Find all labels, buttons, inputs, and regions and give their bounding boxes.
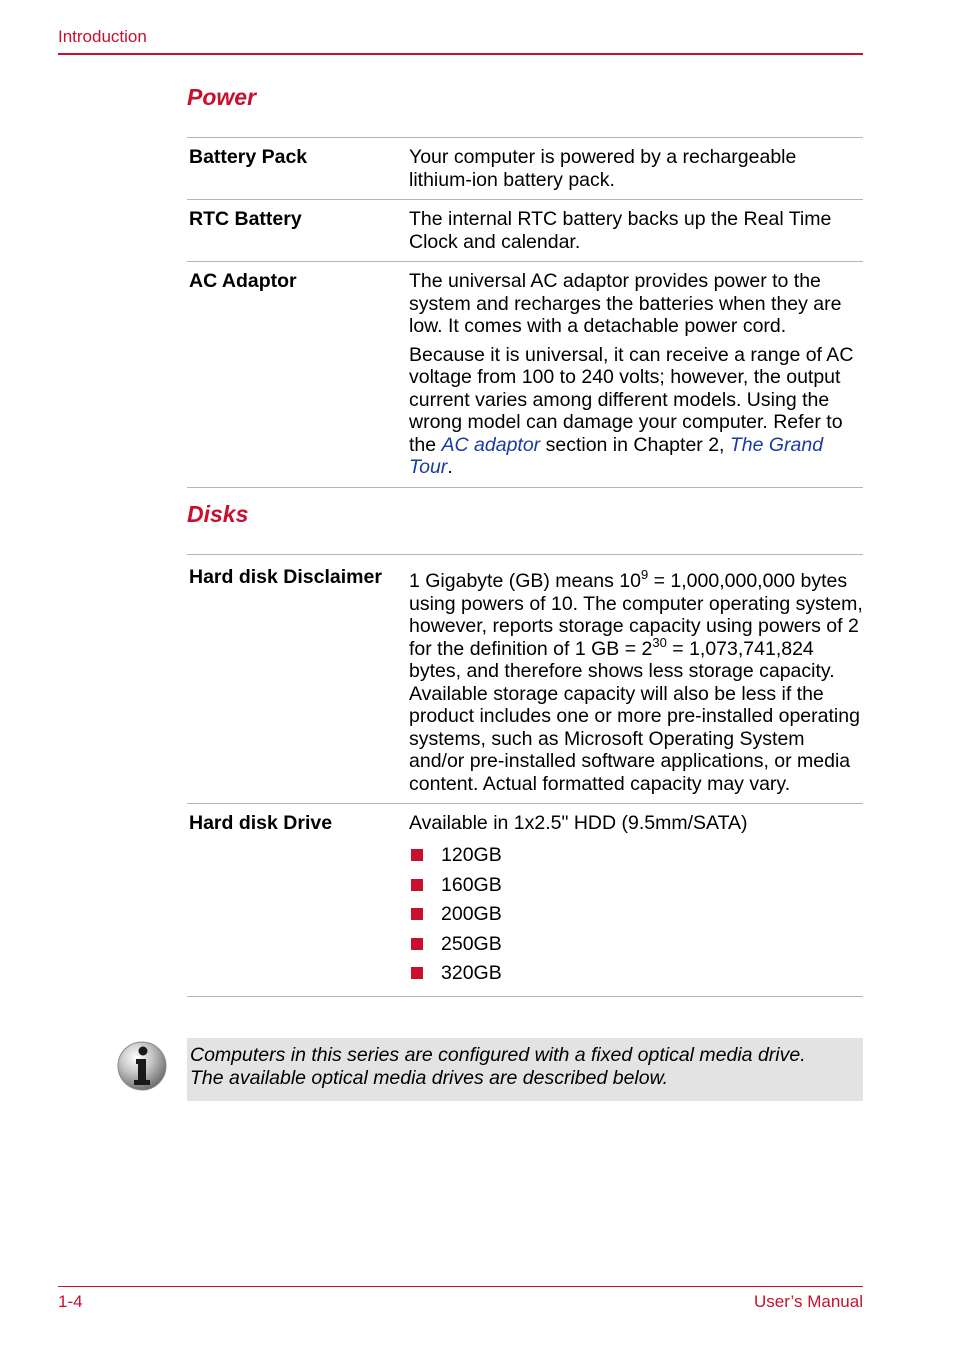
note-callout bbox=[187, 1038, 863, 1101]
spec-term: RTC Battery bbox=[189, 208, 302, 230]
text-span: 1 Gigabyte (GB) means 10 bbox=[409, 570, 641, 592]
spec-term: AC Adaptor bbox=[189, 270, 297, 292]
square-bullet-icon bbox=[411, 938, 423, 950]
capacity-option: 200GB bbox=[441, 903, 502, 925]
square-bullet-icon bbox=[411, 849, 423, 861]
manual-title: User’s Manual bbox=[754, 1292, 863, 1311]
capacity-option: 320GB bbox=[441, 962, 502, 984]
hdd-capacity-list bbox=[409, 841, 863, 989]
square-bullet-icon bbox=[411, 908, 423, 920]
capacity-option: 120GB bbox=[441, 844, 502, 866]
footer-divider bbox=[58, 1286, 863, 1287]
spec-term: Battery Pack bbox=[189, 146, 308, 168]
spec-description bbox=[409, 268, 863, 479]
list-item bbox=[409, 870, 863, 900]
note-line: Computers in this series are configured with a fixed optical media drive. bbox=[190, 1044, 806, 1066]
spec-term: Hard disk Disclaimer bbox=[189, 566, 382, 588]
spec-description bbox=[409, 561, 863, 795]
ac-adaptor-link[interactable]: AC adaptor bbox=[441, 433, 541, 456]
text-span: = 1,073,741,824 bytes, and therefore shows less storage capacity. Available storage capacity will also be less if the product includes one or more pre-installed operating systems, such as Microsoft Operating System and/or pre-installed software applications, or media content. Actual formatted capacity may vary. bbox=[409, 637, 860, 795]
grand-tour-link[interactable]: The Grand Tour bbox=[409, 433, 824, 478]
section-title-disks: Disks bbox=[187, 501, 249, 527]
list-item bbox=[409, 841, 863, 871]
capacity-option: 160GB bbox=[441, 873, 502, 896]
hdd-availability: Available in 1x2.5" HDD (9.5mm/SATA) bbox=[409, 812, 748, 834]
spec-term: Hard disk Drive bbox=[189, 812, 333, 834]
list-item bbox=[409, 959, 863, 989]
spec-paragraph bbox=[409, 344, 863, 479]
list-item bbox=[409, 900, 863, 930]
spec-description bbox=[409, 810, 863, 988]
superscript: 30 bbox=[652, 634, 667, 650]
table-row bbox=[187, 804, 863, 997]
text-span: = 1,000,000,000 bytes using powers of 10. The computer operating system, however, reports storage capacity using powers of 2 for the definition of 1 GB = 2 bbox=[409, 570, 863, 660]
text-span: section in Chapter 2, bbox=[540, 433, 730, 456]
section-title-power: Power bbox=[187, 84, 257, 110]
text-span: . bbox=[447, 456, 453, 478]
spec-paragraph: The universal AC adaptor provides power to the system and recharges the batteries when they are low. It comes with a detachable power cord. bbox=[409, 270, 842, 337]
note-line: The available optical media drives are described below. bbox=[190, 1067, 669, 1089]
capacity-option: 250GB bbox=[441, 932, 502, 955]
square-bullet-icon bbox=[411, 879, 423, 891]
disks-spec-table bbox=[187, 554, 863, 997]
info-icon bbox=[116, 1040, 168, 1092]
table-row bbox=[187, 138, 863, 200]
superscript: 9 bbox=[640, 567, 649, 582]
text-span: Because it is universal, it can receive a range of AC voltage from 100 to 240 volts; however, the output current varies among different models. Using the wrong model can damage your computer. Refer to the bbox=[409, 343, 854, 456]
spec-description: Your computer is powered by a rechargeable lithium-ion battery pack. bbox=[409, 146, 797, 191]
square-bullet-icon bbox=[411, 967, 423, 979]
table-row bbox=[187, 200, 863, 262]
running-header: Introduction bbox=[58, 27, 147, 46]
table-row bbox=[187, 555, 863, 804]
table-row bbox=[187, 262, 863, 488]
page-number: 1-4 bbox=[58, 1292, 83, 1311]
spec-description: The internal RTC battery backs up the Real Time Clock and calendar. bbox=[409, 208, 832, 253]
power-spec-table bbox=[187, 137, 863, 488]
list-item bbox=[409, 929, 863, 959]
header-divider bbox=[58, 53, 863, 55]
